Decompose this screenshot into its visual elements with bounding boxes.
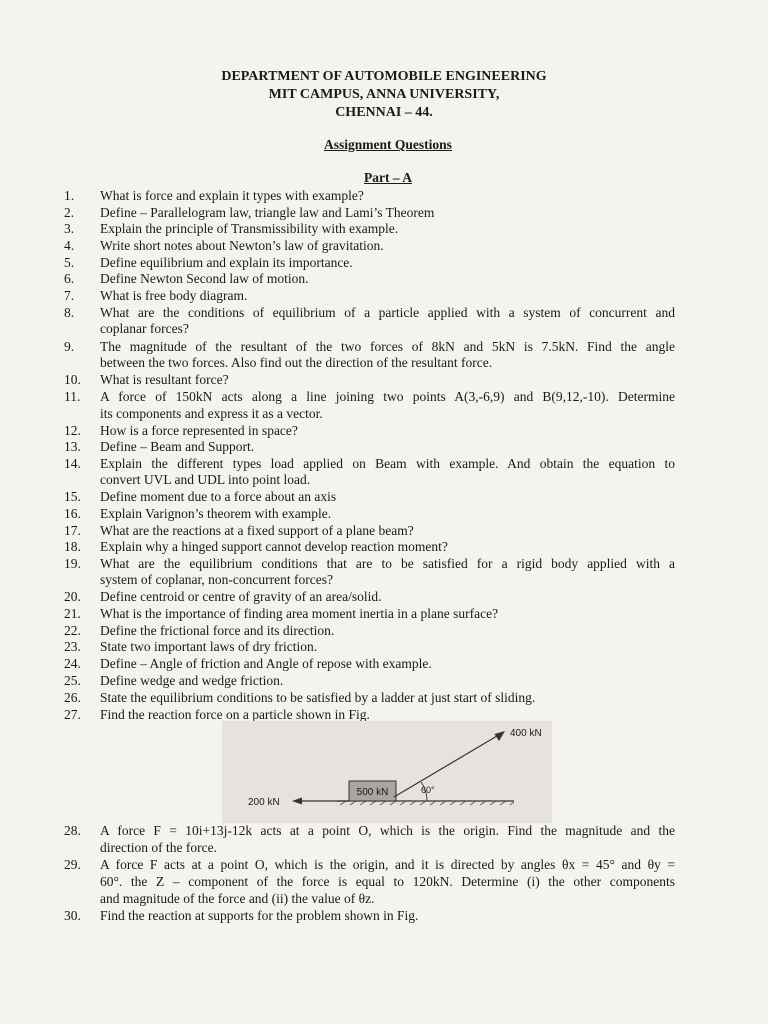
part-title: Part – A	[364, 170, 412, 185]
question-number: 7.	[64, 288, 75, 303]
question-line: The magnitude of the resultant of the two forces of 8kN and 5kN is 7.5kN. Find the angle	[100, 338, 675, 354]
question-line: What are the equilibrium conditions that are to be satisfied for a rigid body applied with a	[100, 555, 675, 571]
question-text	[100, 489, 675, 506]
question-text	[100, 271, 675, 288]
question-number: 15.	[64, 489, 81, 504]
force-diagram-figure	[222, 721, 552, 823]
question-line: Define – Angle of friction and Angle of repose with example.	[100, 656, 432, 671]
question-number: 3.	[64, 221, 75, 236]
question-line: between the two forces. Also find out the direction of the resultant force.	[100, 355, 493, 371]
question-number: 8.	[64, 304, 75, 320]
question-line: How is a force represented in space?	[100, 422, 298, 438]
question-text	[100, 639, 675, 656]
question-text	[100, 238, 675, 255]
question-text	[100, 589, 675, 606]
horizontal-force-label: 200 kN	[248, 797, 280, 808]
question-line: Find the reaction force on a particle shown in Fig.	[100, 706, 370, 722]
question-line: convert UVL and UDL into point load.	[100, 472, 311, 488]
question-number: 29.	[64, 857, 81, 872]
question-number: 23.	[64, 639, 81, 654]
question-line: What is free body diagram.	[100, 288, 248, 303]
question-number: 14.	[64, 455, 81, 471]
question-number: 4.	[64, 238, 75, 253]
question-line: Define – Parallelogram law, triangle law and Lami’s Theorem	[100, 204, 435, 220]
question-text	[100, 673, 675, 690]
question-number: 12.	[64, 422, 81, 438]
question-line: What is force and explain it types with example?	[100, 188, 364, 203]
question-number: 25.	[64, 673, 81, 688]
department-heading: DEPARTMENT OF AUTOMOBILE ENGINEERING	[221, 69, 547, 84]
question-text	[100, 305, 675, 339]
question-line: What is the importance of finding area moment inertia in a plane surface?	[100, 606, 499, 621]
question-line: coplanar forces?	[100, 321, 189, 337]
question-number: 22.	[64, 622, 81, 638]
question-line: Define – Beam and Support.	[100, 439, 255, 454]
question-text	[100, 389, 675, 423]
question-number: 6.	[64, 271, 75, 286]
question-text	[100, 506, 675, 523]
question-line: A force F acts at a point O, which is the origin, and it is directed by angles θx = 45° and θy =	[100, 857, 675, 872]
question-line: A force of 150kN acts along a line joining two points A(3,-6,9) and B(9,12,-10). Determine	[100, 389, 675, 404]
block-weight-label: 500 kN	[356, 787, 389, 798]
question-number: 5.	[64, 254, 75, 270]
question-number: 1.	[64, 188, 75, 203]
question-text	[100, 823, 675, 857]
question-text	[100, 623, 675, 640]
question-text	[100, 456, 675, 490]
assignment-title: Assignment Questions	[324, 137, 452, 152]
question-text	[100, 439, 675, 456]
question-text	[100, 372, 675, 389]
question-line: State the equilibrium conditions to be satisfied by a ladder at just start of sliding.	[100, 690, 536, 705]
question-number: 27.	[64, 706, 81, 722]
question-line: State two important laws of dry friction.	[100, 639, 318, 654]
question-number: 16.	[64, 506, 81, 521]
question-line: its components and express it as a vector.	[100, 405, 323, 421]
question-line: A force F = 10i+13j-12k acts at a point O, which is the origin. Find the magnitude and the	[100, 823, 675, 838]
question-number: 19.	[64, 555, 81, 571]
question-text	[100, 288, 675, 305]
question-text	[100, 539, 675, 556]
question-line: Define centroid or centre of gravity of an area/solid.	[100, 589, 382, 604]
campus-heading: MIT CAMPUS, ANNA UNIVERSITY,	[268, 87, 500, 102]
question-text	[100, 221, 675, 238]
question-text	[100, 255, 675, 272]
question-number: 18.	[64, 539, 81, 554]
question-number: 9.	[64, 338, 75, 354]
question-line: What is resultant force?	[100, 372, 229, 387]
question-line: Define Newton Second law of motion.	[100, 271, 309, 286]
question-line: 60°. the Z – component of the force is equal to 120kN. Determine (i) the other components	[100, 873, 675, 889]
question-number: 10.	[64, 372, 81, 387]
question-line: Define wedge and wedge friction.	[100, 673, 284, 688]
question-line: Define moment due to a force about an axis	[100, 489, 337, 504]
question-text	[100, 205, 675, 222]
inclined-force-label: 400 kN	[510, 728, 542, 739]
question-number: 20.	[64, 589, 81, 604]
question-text	[100, 188, 675, 205]
angle-label: 60°	[421, 785, 435, 795]
question-text	[100, 690, 675, 707]
question-text	[100, 908, 675, 925]
question-text	[100, 556, 675, 590]
question-number: 26.	[64, 690, 81, 705]
question-number: 28.	[64, 823, 81, 838]
question-number: 30.	[64, 908, 81, 923]
question-line: and magnitude of the force and (ii) the value of θz.	[100, 890, 375, 906]
question-number: 13.	[64, 439, 81, 454]
question-text	[100, 523, 675, 540]
question-line: direction of the force.	[100, 839, 217, 855]
question-line: Explain the different types load applied on Beam with example. And obtain the equation to	[100, 455, 675, 471]
question-text	[100, 656, 675, 673]
question-line: Define the frictional force and its direction.	[100, 622, 335, 638]
question-line: Find the reaction at supports for the problem shown in Fig.	[100, 908, 419, 923]
question-text	[100, 423, 675, 440]
question-line: Write short notes about Newton’s law of gravitation.	[100, 238, 384, 253]
question-number: 2.	[64, 204, 75, 220]
question-line: Explain the principle of Transmissibility with example.	[100, 221, 399, 236]
city-heading: CHENNAI – 44.	[335, 105, 433, 120]
question-line: What are the reactions at a fixed support of a plane beam?	[100, 522, 414, 538]
question-line: system of coplanar, non-concurrent forces?	[100, 572, 333, 588]
question-line: Explain Varignon’s theorem with example.	[100, 506, 332, 521]
question-line: What are the conditions of equilibrium of a particle applied with a system of concurrent and	[100, 304, 675, 320]
question-line: Explain why a hinged support cannot develop reaction moment?	[100, 539, 448, 554]
question-number: 17.	[64, 522, 81, 538]
question-number: 21.	[64, 606, 81, 621]
question-line: Define equilibrium and explain its importance.	[100, 254, 353, 270]
question-text	[100, 606, 675, 623]
question-number: 24.	[64, 656, 81, 671]
question-text	[100, 857, 675, 907]
question-number: 11.	[64, 389, 81, 404]
question-text	[100, 339, 675, 373]
